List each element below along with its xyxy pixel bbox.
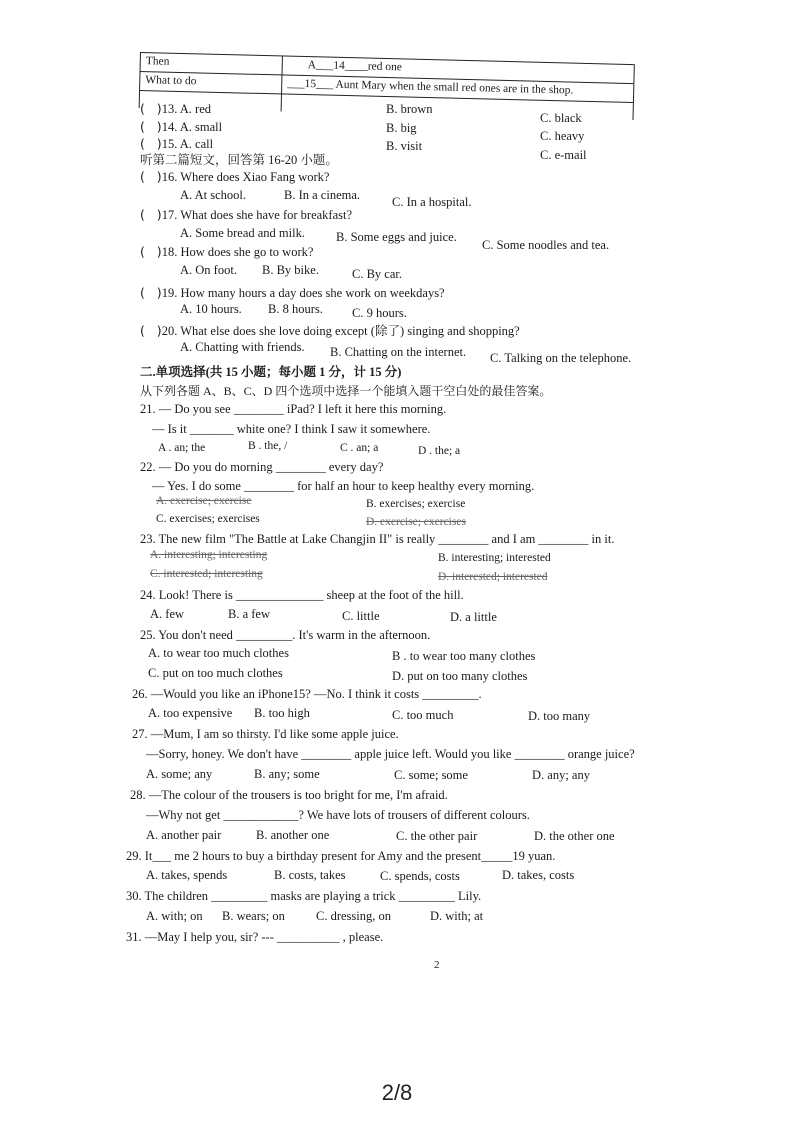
q26-line1: 26. —Would you like an iPhone15? —No. I think it costs _________. [132,687,482,701]
q29-c: C. spends, costs [380,869,460,883]
q29-b: B. costs, takes [274,868,346,882]
q23-c: C. interested; interesting [150,568,263,580]
q17-c: C. Some noodles and tea. [482,238,610,252]
q21-b: B . the, / [248,440,288,452]
q29-line1: 29. It___ me 2 hours to buy a birthday present for Amy and the present_____19 yuan. [126,849,556,863]
q13-c: C. black [540,111,582,125]
q23-line1: 23. The new film "The Battle at Lake Changjin II" is really ________ and I am ________ in it. [140,532,615,546]
q24-a: A. few [150,607,185,621]
q17-a: A. Some bread and milk. [180,226,305,240]
section-note: 听第二篇短文，回答第 16-20 小题。 [140,153,338,167]
table-what-label: What to do [145,74,197,88]
q16-c: C. In a hospital. [392,195,472,209]
q21-line1: 21. — Do you see ________ iPad? I left it here this morning. [140,402,447,416]
q22-c: C. exercises; exercises [156,513,260,525]
q18-stem: ( )18. How does she go to work? [140,244,314,259]
q23-d: D. interested; interested [438,571,548,583]
q24-c: C. little [342,609,380,623]
q23-a: A. interesting; interesting [150,549,268,561]
q26-c: C. too much [392,708,454,722]
q25-b: B . to wear too many clothes [392,649,536,663]
q15-c: C. e-mail [540,148,587,162]
q18-c: C. By car. [352,267,402,281]
part2-instructions: 从下列各题 A、B、C、D 四个选项中选择一个能填入题干空白处的最佳答案。 [140,384,552,398]
q28-d: D. the other one [534,829,615,843]
q16-b: B. In a cinema. [284,188,361,202]
q29-d: D. takes, costs [502,868,575,882]
q30-b: B. wears; on [222,909,285,923]
q19-b: B. 8 hours. [268,302,323,316]
table-row1: A___14____red one [307,59,403,74]
q28-line2: —Why not get ____________? We have lots of trousers of different colours. [146,808,530,822]
q25-line1: 25. You don't need _________. It's warm in the afternoon. [140,628,431,642]
q21-line2: — Is it _______ white one? I think I saw it somewhere. [152,422,431,436]
q22-d: D. exercise; exercises [366,516,466,528]
table-then-label: Then [145,55,170,68]
q27-line2: —Sorry, honey. We don't have ________ apple juice left. Would you like ________ orange juice? [146,747,635,761]
q19-c: C. 9 hours. [352,306,407,320]
q28-a: A. another pair [146,828,222,842]
q25-d: D. put on too many clothes [392,669,528,683]
q27-b: B. any; some [254,767,320,781]
q17-stem: ( )17. What does she have for breakfast? [140,207,353,222]
table-row2: ___15___ Aunt Mary when the small red ones are in the shop. [287,77,574,97]
q15-a: ( )15. A. call [140,136,214,151]
q21-a: A . an; the [158,442,206,454]
q20-a: A. Chatting with friends. [180,340,305,354]
q27-c: C. some; some [394,768,468,782]
q24-b: B. a few [228,607,270,621]
q14-b: B. big [386,121,417,135]
q21-d: D . the; a [418,445,461,457]
q16-a: A. At school. [180,188,246,202]
q31-line1: 31. —May I help you, sir? --- __________ , please. [126,930,384,944]
q24-d: D. a little [450,610,497,624]
q26-d: D. too many [528,709,591,723]
q18-b: B. By bike. [262,263,319,277]
q26-b: B. too high [254,706,310,720]
q30-c: C. dressing, on [316,909,391,923]
q28-c: C. the other pair [396,829,478,843]
q20-stem: ( )20. What else does she love doing except (除了) singing and shopping? [140,323,520,338]
q19-stem: ( )19. How many hours a day does she work on weekdays? [140,285,445,300]
q26-a: A. too expensive [148,706,233,720]
q24-line1: 24. Look! There is ______________ sheep at the foot of the hill. [140,588,464,602]
page-number: 2 [434,959,440,971]
q23-b: B. interesting; interested [438,552,551,564]
q30-line1: 30. The children _________ masks are playing a trick _________ Lily. [126,889,482,903]
q15-b: B. visit [386,139,423,153]
q30-a: A. with; on [146,909,203,923]
q13-b: B. brown [386,102,433,116]
q22-line1: 22. — Do you do morning ________ every day? [140,460,384,474]
q28-line1: 28. —The colour of the trousers is too bright for me, I'm afraid. [130,788,448,802]
q17-b: B. Some eggs and juice. [336,230,457,244]
q22-line2: — Yes. I do some ________ for half an hour to keep healthy every morning. [152,479,535,493]
q25-a: A. to wear too much clothes [148,646,289,660]
q19-a: A. 10 hours. [180,302,242,316]
q13-a: ( )13. A. red [140,101,211,116]
q29-a: A. takes, spends [146,868,228,882]
q21-c: C . an; a [340,442,379,454]
q18-a: A. On foot. [180,263,237,277]
q27-line1: 27. —Mum, I am so thirsty. I'd like some apple juice. [132,727,399,741]
q27-d: D. any; any [532,768,590,782]
q14-a: ( )14. A. small [140,119,223,134]
q25-c: C. put on too much clothes [148,666,283,680]
q22-b: B. exercises; exercise [366,498,466,510]
part2-title: 二.单项选择(共 15 小题；每小题 1 分，计 15 分) [140,365,402,379]
q28-b: B. another one [256,828,330,842]
q20-c: C. Talking on the telephone. [490,351,632,365]
q30-d: D. with; at [430,909,484,923]
page-indicator: 2/8 [381,1080,413,1105]
q27-a: A. some; any [146,767,213,781]
q14-c: C. heavy [540,129,585,143]
q22-a: A. exercise; exercise [156,495,252,507]
q16-stem: ( )16. Where does Xiao Fang work? [140,169,330,184]
q20-b: B. Chatting on the internet. [330,345,467,359]
